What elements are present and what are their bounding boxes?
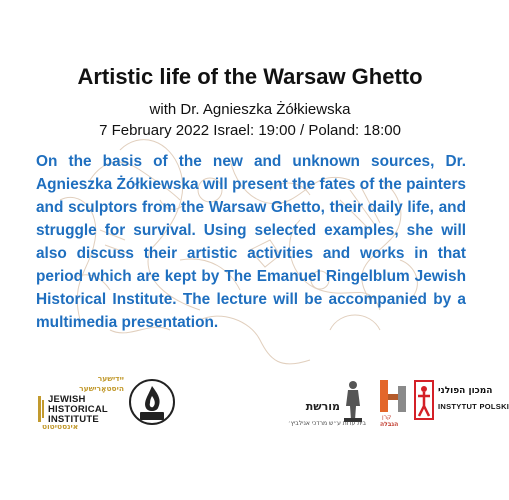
jhi-english-line2: HISTORICAL [48, 404, 108, 415]
jewish-historical-institute-logo [36, 374, 124, 430]
jhi-english-line3: INSTITUTE [48, 414, 99, 425]
polish-institute-figure-icon [414, 380, 434, 420]
polish-institute-hebrew: המכון הפולני [438, 386, 493, 396]
polish-institute-latin: INSTYTUT POLSKI [438, 402, 509, 411]
lohamei-line1: קרן [382, 414, 392, 421]
polish-institute-logo [414, 376, 509, 428]
moreshet-statue-icon [342, 380, 364, 422]
jhi-hebrew-line1: יידישער [97, 374, 124, 383]
event-datetime: 7 February 2022 Israel: 19:00 / Poland: 18:00 [99, 122, 401, 139]
moreshet-logo [270, 380, 370, 430]
jhi-hebrew-line3: אינסטיטוט [42, 422, 79, 431]
flame-emblem-logo [128, 378, 176, 426]
flame-emblem-icon [128, 378, 176, 426]
jhi-mark-icon [36, 396, 46, 422]
event-title: Artistic life of the Warsaw Ghetto [77, 64, 423, 89]
lohamei-line2: הגבלה [380, 421, 399, 428]
event-description: On the basis of the new and unknown sources, Dr. Agnieszka Żółkiewska will present the fates of the painters and sculptors from the Warsaw Ghetto, their daily life, and struggle for survival. Using selected examples, she will also discuss their artistic activities and works in that period which are kept by The Emanuel Ringelblum Jewish Historical Institute. The lecture will be accompanied by a multimedia presentation. [36, 153, 466, 331]
jhi-english-line1: JEWISH [48, 394, 86, 405]
lohamei-hagetaot-logo [376, 378, 410, 428]
speaker-line: with Dr. Agnieszka Żółkiewska [149, 101, 351, 118]
moreshet-name: מורשת [305, 400, 340, 413]
moreshet-subtitle: בית עדות ע״ש מרדכי אנילביץ׳ [288, 420, 366, 427]
partner-logos [0, 372, 509, 432]
jhi-hebrew-line2: היסטאָרישער [79, 384, 124, 393]
h-emblem-icon [376, 378, 410, 414]
